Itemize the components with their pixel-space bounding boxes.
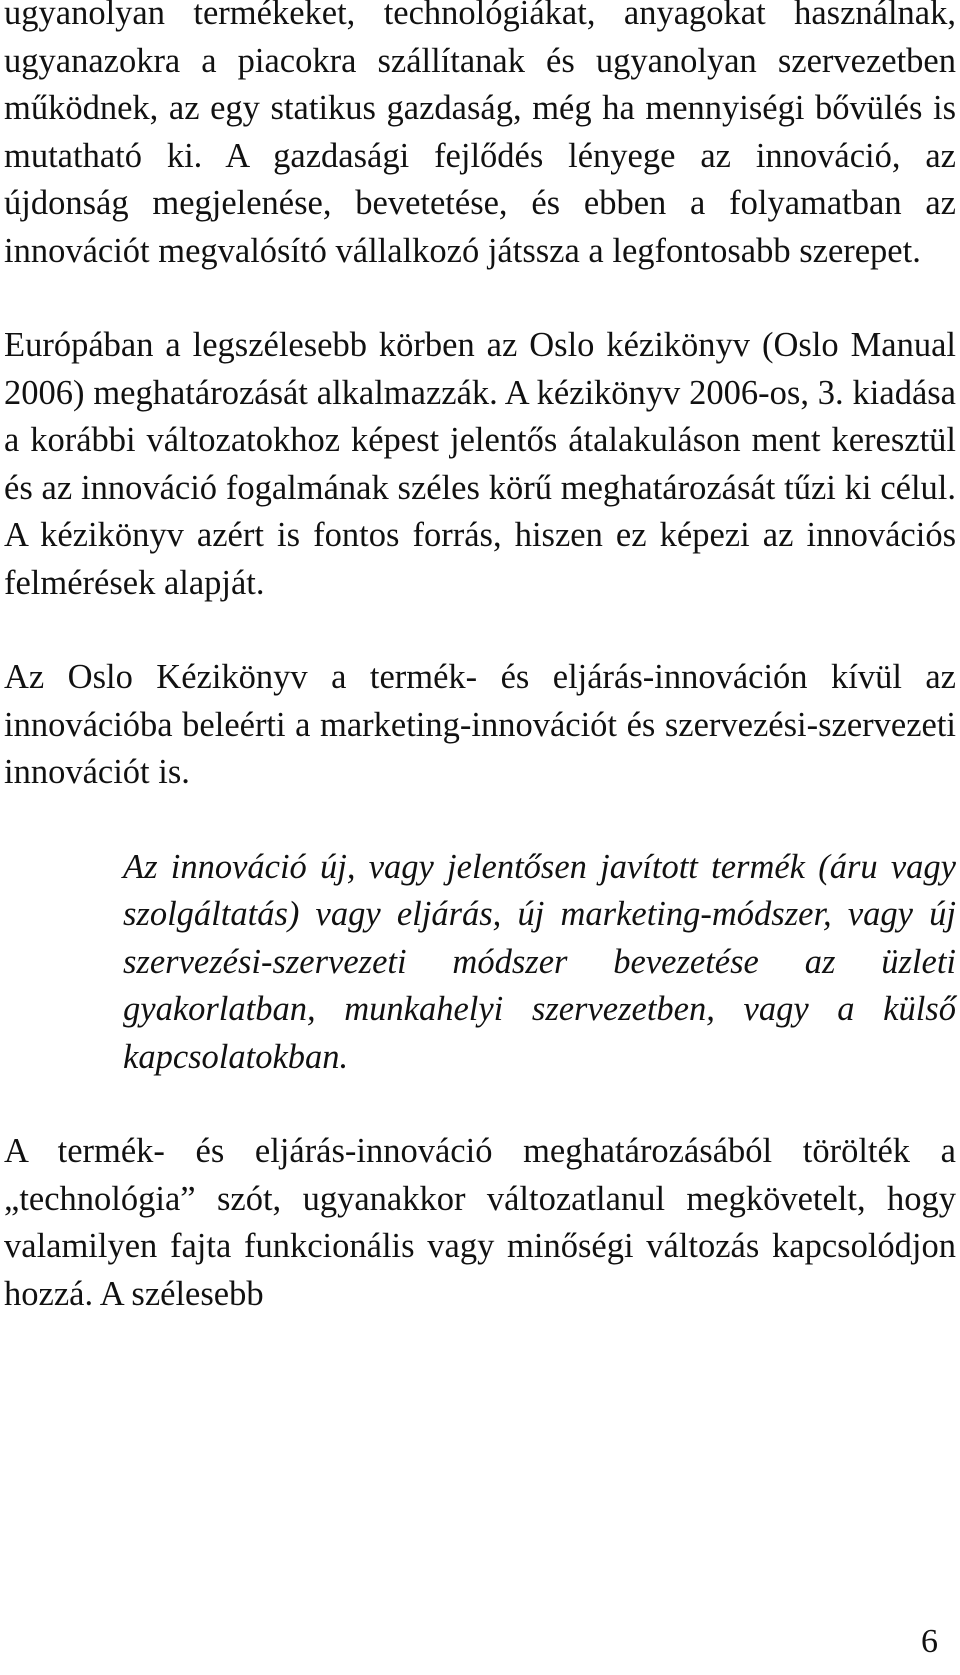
paragraph-spacer (4, 797, 956, 844)
page-number: 6 (921, 1623, 938, 1660)
paragraph-technology-term: A termék- és eljárás-innováció meghatározásából törölték a „technológia” szót, ugyanakkor változatlanul megkövetelt, hogy valamilyen fajta funkcionális vagy minőségi változás kapcsolódjon hozzá. A szélesebb (4, 1132, 956, 1313)
paragraph-economic-development: ugyanolyan termékeket, technológiákat, anyagokat használnak, ugyanazokra a piacokra szállítanak és ugyanolyan szervezetben működnek, az egy statikus gazdaság, még ha mennyiségi bővülés is mutatható ki. A gazdasági fejlődés lényege az innováció, az újdonság megjelenése, bevetetése, és ebben a folyamatban az innovációt megvalósító vállalkozó játssza a legfontosabb szerepet. (4, 0, 956, 270)
paragraph-oslo-manual: Európában a legszélesebb körben az Oslo kézikönyv (Oslo Manual 2006) meghatározását alkalmazzák. A kézikönyv 2006-os, 3. kiadása a korábbi változatokhoz képest jelentős átalakuláson ment keresztül és az innováció fogalmának széles körű meghatározását tűzi ki célul. A kézikönyv azért is fontos forrás, hiszen ez képezi az innovációs felmérések alapját. (4, 326, 956, 602)
paragraph-spacer (4, 1081, 956, 1128)
paragraph-innovation-types: Az Oslo Kézikönyv a termék- és eljárás-innováción kívül az innovációba beleérti a marketing-innovációt és szervezési-szervezeti innovációt is. (4, 658, 956, 791)
innovation-definition-quote: Az innováció új, vagy jelentősen javított termék (áru vagy szolgáltatás) vagy eljárás, új marketing-módszer, vagy új szervezési-szervezeti módszer bevezetése az üzleti gyakorlatban, munkahelyi szervezetben, vagy a külső kapcsolatokban. (123, 847, 956, 1076)
document-page (4, 0, 956, 1318)
paragraph-spacer (4, 275, 956, 322)
paragraph-spacer (4, 607, 956, 654)
